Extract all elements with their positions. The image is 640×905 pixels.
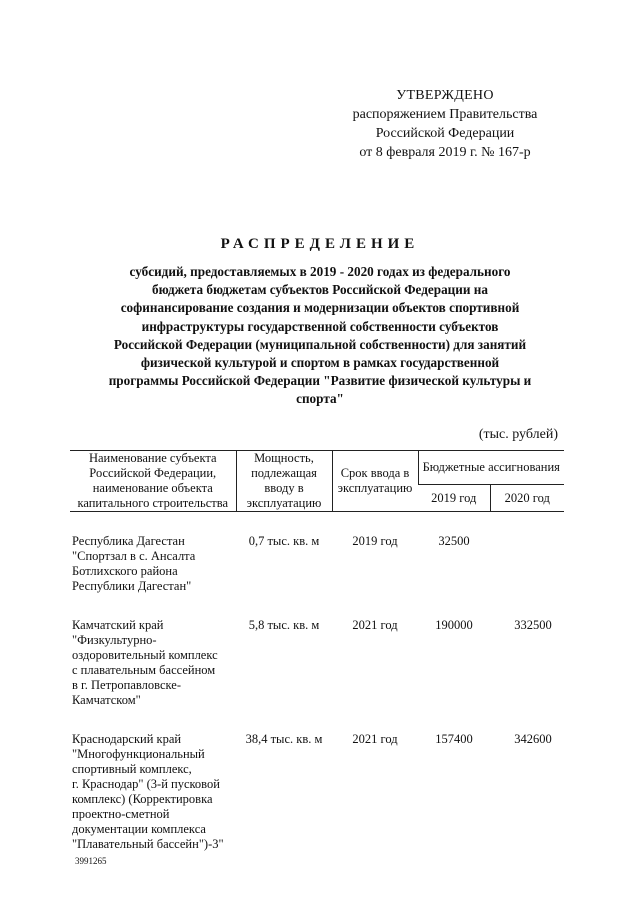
row-name-line: "Физкультурно- [72,633,157,647]
row-name-line: документации комплекса [72,822,206,836]
subtitle-line: субсидий, предоставляемых в 2019 - 2020 годах из федерального [129,264,511,279]
subtitle-line: бюджета бюджетам субъектов Российской Федерации на [152,282,488,298]
row-2019-amount: 157400 [435,732,473,746]
row-power: 5,8 тыс. кв. м [248,618,320,632]
document-code: 3991265 [75,856,107,866]
row-name-line: с плавательным бассейном [72,663,216,677]
subtitle-line: софинансирование создания и модернизации объектов спортивной [120,300,520,316]
approval-block [320,86,570,162]
row-2019-amount: 32500 [438,534,470,548]
row-name-line: Ботлихского района [72,564,178,578]
row-term: 2021 год [352,618,398,632]
row-name [70,618,236,708]
subtitle-line: инфраструктуры государственной собственности субъектов [141,318,499,334]
header-name: Наименование субъекта Российской Федерации, наименование объекта капитального строительства [70,451,236,512]
row-name [70,534,236,594]
subtitle-line: физической культурой и спортом в рамках государственной [140,355,500,371]
approval-line-2: Российской Федерации [375,126,515,141]
row-name-line: Республики Дагестан" [72,579,192,593]
row-2020-amount: 342600 [514,732,552,746]
row-2020-amount [490,534,564,594]
row-name-line: г. Краснодар" (3-й пусковой [72,777,220,791]
subtitle-line: спорта" [296,391,344,407]
units-label: (тыс. рублей) [478,427,558,442]
row-name-line: "Плавательный бассейн")-3" [72,837,224,851]
approval-heading: УТВЕРЖДЕНО [396,88,494,103]
header-power: Мощность, подлежащая вводу в эксплуатацию [236,451,332,512]
row-name-line: Камчатский край [72,618,164,632]
row-name-line: оздоровительный комплекс [72,648,218,662]
approval-line-1: распоряжением Правительства [352,107,538,122]
row-name-line: Краснодарский край [72,732,182,746]
row-name-line: комплекс) (Корректировка [72,792,213,806]
row-name [70,732,236,852]
row-name-line: проектно-сметной [72,807,170,821]
row-name-line: в г. Петропавловске- [72,678,181,692]
row-name-line: "Многофункциональный [72,747,205,761]
document-subtitle [60,263,580,409]
row-2020-amount: 332500 [514,618,552,632]
distribution-table [70,450,564,852]
table-row [70,534,564,594]
header-budget: Бюджетные ассигнования [418,451,564,485]
header-term: Срок ввода в эксплуатацию [332,451,418,512]
table-row [70,732,564,852]
row-power: 38,4 тыс. кв. м [245,732,323,746]
row-name-line: Республика Дагестан [72,534,185,548]
row-power: 0,7 тыс. кв. м [248,534,320,548]
table-row [70,618,564,708]
row-name-line: Камчатском" [72,693,141,707]
row-term: 2021 год [352,732,398,746]
row-term: 2019 год [352,534,398,548]
header-year-2020: 2020 год [490,485,564,512]
row-name-line: спортивный комплекс, [72,762,192,776]
subtitle-line: Российской Федерации (муниципальной собственности) для занятий [113,336,527,352]
approval-line-3: от 8 февраля 2019 г. № 167-р [359,145,531,160]
subtitle-line: программы Российской Федерации "Развитие физической культуры и [108,373,532,389]
header-year-2019: 2019 год [418,485,490,512]
row-2019-amount: 190000 [435,618,473,632]
row-name-line: "Спортзал в с. Ансалта [72,549,196,563]
document-title: РАСПРЕДЕЛЕНИЕ [220,236,420,252]
